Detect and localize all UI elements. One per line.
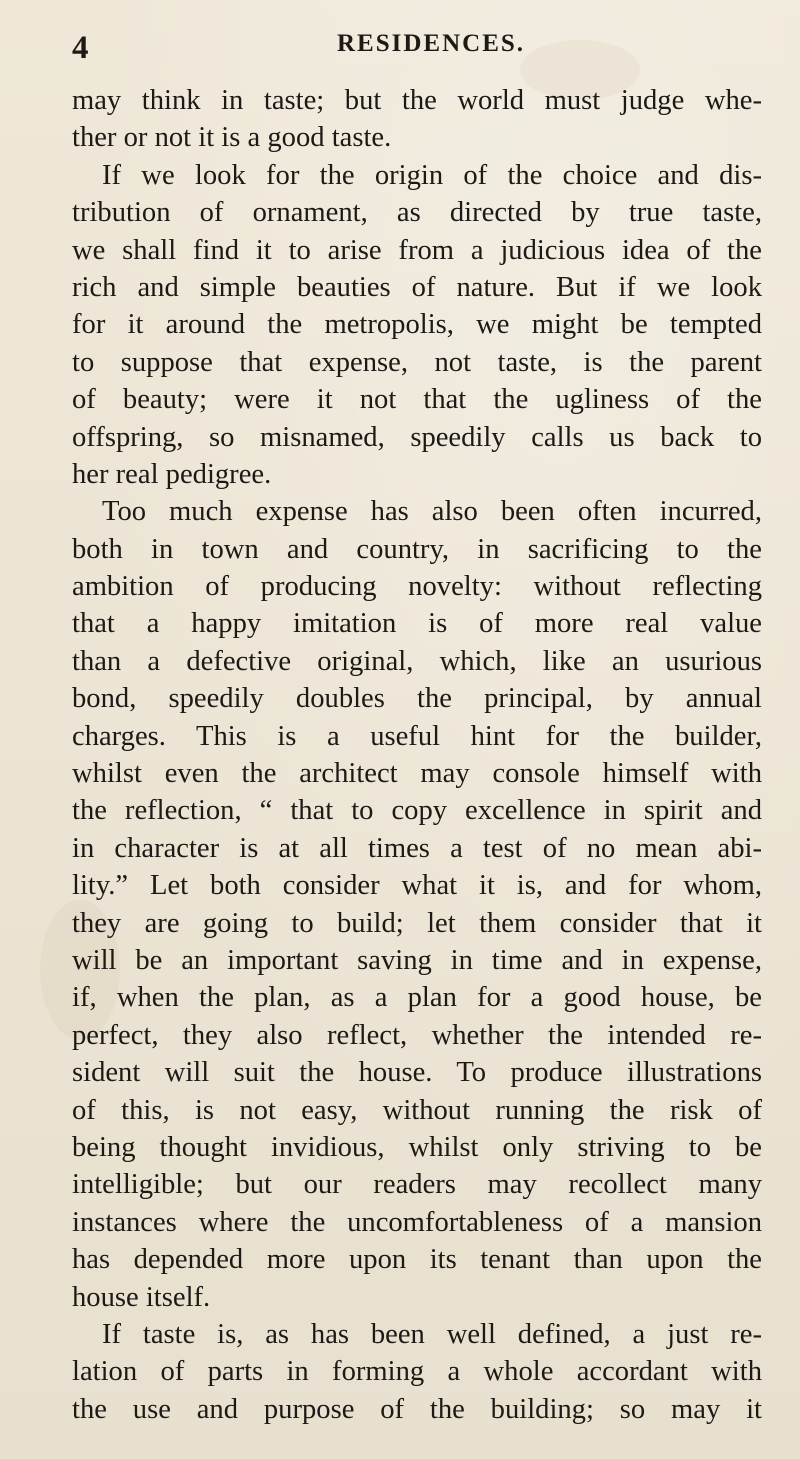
page-number: 4 [72,30,89,66]
text-line: If we look for the origin of the choice and dis- [102,159,762,191]
text-line: lation of parts in forming a whole accordant with [72,1356,762,1388]
text-line: may think in taste; but the world must judge whe- [72,85,762,116]
text-line: both in town and country, in sacrificing to the [72,533,762,565]
text-line: will be an important saving in time and in expense, [72,944,762,976]
text-line: than a defective original, which, like an usurious [72,645,762,677]
text-line: they are going to build; let them consider that it [72,907,762,939]
text-line: of beauty; were it not that the ugliness of the [72,384,762,416]
running-head [72,30,760,70]
text-line: the reflection, “ that to copy excellence in spirit and [72,795,762,827]
text-line: to suppose that expense, not taste, is the parent [72,346,762,378]
running-title: RESIDENCES. [337,30,526,57]
text-line: her real pedigree. [72,458,272,490]
text-line: sident will suit the house. To produce illustrations [72,1057,762,1089]
text-line: Too much expense has also been often incurred, [102,496,762,528]
text-line: offspring, so misnamed, speedily calls us back to [72,421,762,453]
text-line: intelligible; but our readers may recollect many [72,1169,762,1201]
text-line: the use and purpose of the building; so may it [72,1393,762,1425]
text-line: ambition of producing novelty: without reflecting [72,571,762,603]
text-line: tribution of ornament, as directed by true taste, [72,197,762,229]
text-line: house itself. [72,1281,211,1313]
text-line: in character is at all times a test of no mean abi- [72,832,762,864]
text-line: if, when the plan, as a plan for a good house, be [72,982,762,1014]
text-line: lity.” Let both consider what it is, and for whom, [72,870,762,902]
text-line: rich and simple beauties of nature. But if we look [72,271,762,303]
text-line: bond, speedily doubles the principal, by annual [72,683,762,715]
text-line: instances where the uncomfortableness of a mansion [72,1206,762,1238]
text-line: If taste is, as has been well defined, a just re- [102,1318,762,1350]
text-line: for it around the metropolis, we might be tempted [72,309,762,341]
text-line: whilst even the architect may console himself with [72,758,762,790]
text-line: that a happy imitation is of more real value [72,608,762,640]
body-text [72,82,762,1428]
text-line: of this, is not easy, without running the risk of [72,1094,762,1126]
text-line: perfect, they also reflect, whether the intended re- [72,1019,762,1051]
text-line: has depended more upon its tenant than upon the [72,1244,762,1276]
text-line: charges. This is a useful hint for the builder, [72,720,762,752]
text-line: we shall find it to arise from a judicious idea of the [72,234,762,266]
text-line: ther or not it is a good taste. [72,122,392,154]
text-line: being thought invidious, whilst only striving to be [72,1131,762,1163]
